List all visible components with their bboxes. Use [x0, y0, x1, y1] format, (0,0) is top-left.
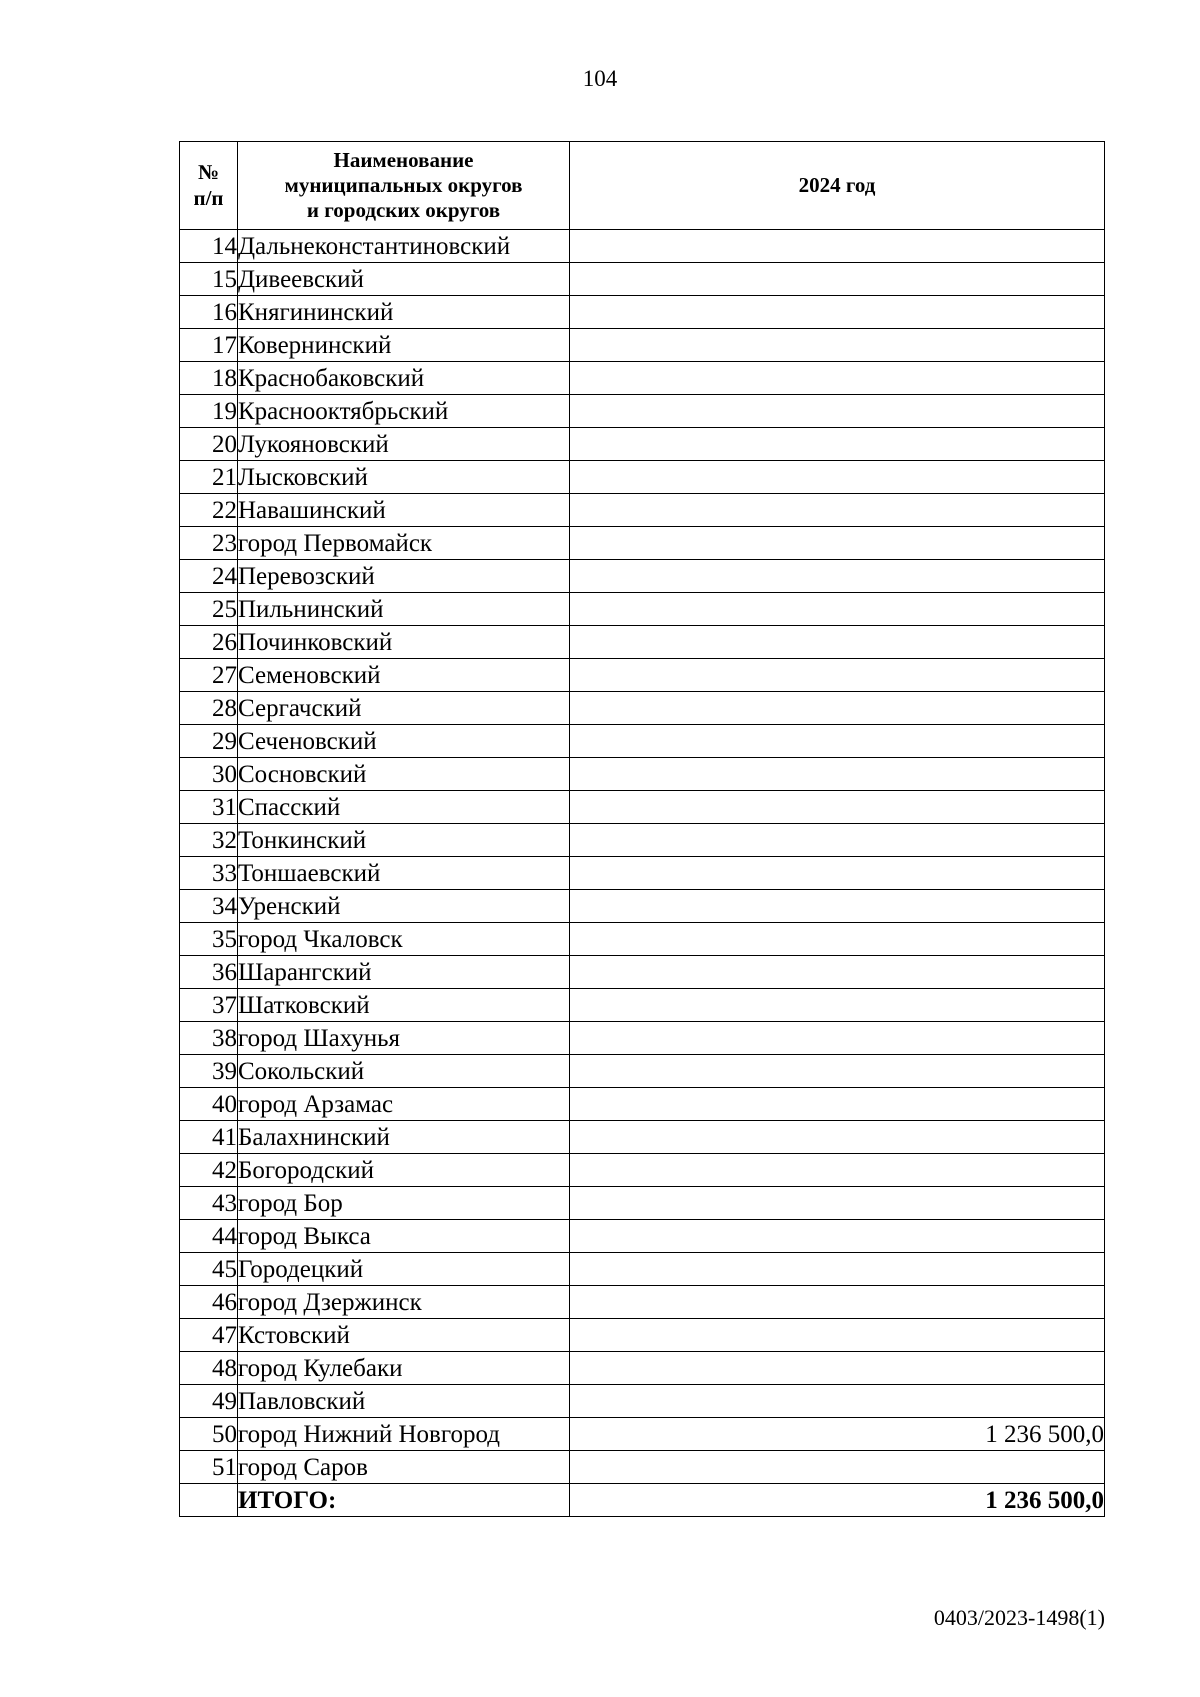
table-row [180, 362, 1105, 395]
row-name: Балахнинский [238, 1121, 570, 1154]
row-number: 18 [180, 362, 238, 395]
row-value [570, 725, 1105, 758]
row-number: 29 [180, 725, 238, 758]
row-name: Тонкинский [238, 824, 570, 857]
row-name: Лысковский [238, 461, 570, 494]
table-row [180, 263, 1105, 296]
row-name: город Арзамас [238, 1088, 570, 1121]
row-name: город Саров [238, 1451, 570, 1484]
table-row [180, 1055, 1105, 1088]
document-code: 0403/2023-1498(1) [933, 1605, 1105, 1630]
row-value [570, 329, 1105, 362]
row-value [570, 560, 1105, 593]
table-row [180, 329, 1105, 362]
row-value [570, 626, 1105, 659]
row-number: 46 [180, 1286, 238, 1319]
row-number: 43 [180, 1187, 238, 1220]
row-name: город Выкса [238, 1220, 570, 1253]
row-number: 47 [180, 1319, 238, 1352]
row-value [570, 395, 1105, 428]
row-name: Павловский [238, 1385, 570, 1418]
table-row [180, 461, 1105, 494]
table-row [180, 1187, 1105, 1220]
row-value [570, 1451, 1105, 1484]
row-name: Сосновский [238, 758, 570, 791]
table-row [180, 1286, 1105, 1319]
row-value [570, 1220, 1105, 1253]
row-value [570, 263, 1105, 296]
row-number: 30 [180, 758, 238, 791]
row-value [570, 1352, 1105, 1385]
total-row [180, 1484, 1105, 1517]
row-number: 15 [180, 263, 238, 296]
row-number: 27 [180, 659, 238, 692]
table-row [180, 626, 1105, 659]
header-name-label: Наименование муниципальных округов и городских округов [284, 147, 523, 223]
table-row [180, 1451, 1105, 1484]
table-row [180, 593, 1105, 626]
row-number: 33 [180, 857, 238, 890]
row-number: 42 [180, 1154, 238, 1187]
table-row [180, 1319, 1105, 1352]
row-name: Сокольский [238, 1055, 570, 1088]
row-name: Лукояновский [238, 428, 570, 461]
row-value [570, 824, 1105, 857]
row-name: ИТОГО: [238, 1484, 570, 1517]
row-number: 34 [180, 890, 238, 923]
row-name: город Шахунья [238, 1022, 570, 1055]
row-name: город Чкаловск [238, 923, 570, 956]
header-num-label: № п/п [193, 160, 224, 210]
table-row [180, 1418, 1105, 1451]
table-row [180, 692, 1105, 725]
row-number: 31 [180, 791, 238, 824]
allocation-table [179, 141, 1105, 1517]
row-number: 49 [180, 1385, 238, 1418]
row-name: Починковский [238, 626, 570, 659]
row-number [180, 1484, 238, 1517]
table-row [180, 1220, 1105, 1253]
row-number: 40 [180, 1088, 238, 1121]
row-name: Сеченовский [238, 725, 570, 758]
row-number: 36 [180, 956, 238, 989]
header-year [570, 142, 1105, 230]
row-value [570, 1088, 1105, 1121]
row-number: 41 [180, 1121, 238, 1154]
row-number: 20 [180, 428, 238, 461]
row-name: Уренский [238, 890, 570, 923]
row-value [570, 428, 1105, 461]
table-row [180, 1253, 1105, 1286]
row-name: город Дзержинск [238, 1286, 570, 1319]
row-name: Дальнеконстантиновский [238, 230, 570, 263]
row-value [570, 989, 1105, 1022]
row-name: Спасский [238, 791, 570, 824]
row-number: 17 [180, 329, 238, 362]
row-name: Шатковский [238, 989, 570, 1022]
row-value [570, 857, 1105, 890]
row-name: Перевозский [238, 560, 570, 593]
row-name: Семеновский [238, 659, 570, 692]
row-name: город Бор [238, 1187, 570, 1220]
page-number: 104 [582, 66, 618, 91]
row-value [570, 1253, 1105, 1286]
row-number: 14 [180, 230, 238, 263]
row-name: Кстовский [238, 1319, 570, 1352]
table-row [180, 1088, 1105, 1121]
row-name: город Первомайск [238, 527, 570, 560]
row-number: 38 [180, 1022, 238, 1055]
row-name: Шарангский [238, 956, 570, 989]
row-number: 45 [180, 1253, 238, 1286]
row-number: 48 [180, 1352, 238, 1385]
row-value [570, 956, 1105, 989]
table-row [180, 428, 1105, 461]
table-row [180, 1385, 1105, 1418]
row-name: Ковернинский [238, 329, 570, 362]
row-number: 16 [180, 296, 238, 329]
row-value [570, 692, 1105, 725]
table-row [180, 395, 1105, 428]
row-value [570, 659, 1105, 692]
row-value [570, 1121, 1105, 1154]
row-value [570, 296, 1105, 329]
row-number: 39 [180, 1055, 238, 1088]
table-header-row [180, 142, 1105, 230]
row-value [570, 890, 1105, 923]
row-value [570, 1319, 1105, 1352]
row-name: Богородский [238, 1154, 570, 1187]
row-value: 1 236 500,0 [570, 1418, 1105, 1451]
row-value [570, 758, 1105, 791]
table-row [180, 956, 1105, 989]
row-name: Городецкий [238, 1253, 570, 1286]
row-value [570, 1286, 1105, 1319]
row-value [570, 1385, 1105, 1418]
row-value [570, 1154, 1105, 1187]
row-name: город Кулебаки [238, 1352, 570, 1385]
row-value [570, 1022, 1105, 1055]
row-value [570, 461, 1105, 494]
row-value [570, 230, 1105, 263]
row-value [570, 1055, 1105, 1088]
row-name: Пильнинский [238, 593, 570, 626]
row-number: 19 [180, 395, 238, 428]
row-value [570, 362, 1105, 395]
table-row [180, 824, 1105, 857]
row-name: Сергачский [238, 692, 570, 725]
table-body [180, 230, 1105, 1517]
row-value [570, 593, 1105, 626]
row-value [570, 1187, 1105, 1220]
row-number: 44 [180, 1220, 238, 1253]
table-row [180, 560, 1105, 593]
table-row [180, 230, 1105, 263]
row-name: Дивеевский [238, 263, 570, 296]
table-row [180, 989, 1105, 1022]
row-name: Навашинский [238, 494, 570, 527]
table-row [180, 296, 1105, 329]
table-row [180, 923, 1105, 956]
row-value [570, 527, 1105, 560]
row-number: 25 [180, 593, 238, 626]
row-name: Краснобаковский [238, 362, 570, 395]
table-row [180, 1154, 1105, 1187]
header-name [238, 142, 570, 230]
header-num [180, 142, 238, 230]
row-value [570, 494, 1105, 527]
row-number: 51 [180, 1451, 238, 1484]
row-name: Тоншаевский [238, 857, 570, 890]
header-year-label: 2024 год [798, 172, 876, 197]
table-row [180, 1022, 1105, 1055]
table-row [180, 857, 1105, 890]
row-value: 1 236 500,0 [570, 1484, 1105, 1517]
row-name: Краснооктябрьский [238, 395, 570, 428]
row-number: 37 [180, 989, 238, 1022]
row-number: 28 [180, 692, 238, 725]
table-row [180, 1352, 1105, 1385]
table-row [180, 725, 1105, 758]
row-number: 24 [180, 560, 238, 593]
table-row [180, 890, 1105, 923]
row-name: город Нижний Новгород [238, 1418, 570, 1451]
row-value [570, 923, 1105, 956]
row-number: 21 [180, 461, 238, 494]
row-number: 22 [180, 494, 238, 527]
row-number: 35 [180, 923, 238, 956]
row-value [570, 791, 1105, 824]
table-row [180, 758, 1105, 791]
table-row [180, 791, 1105, 824]
row-number: 23 [180, 527, 238, 560]
table-row [180, 494, 1105, 527]
table-row [180, 527, 1105, 560]
table-row [180, 659, 1105, 692]
table-row [180, 1121, 1105, 1154]
row-number: 50 [180, 1418, 238, 1451]
row-name: Княгининский [238, 296, 570, 329]
row-number: 26 [180, 626, 238, 659]
row-number: 32 [180, 824, 238, 857]
